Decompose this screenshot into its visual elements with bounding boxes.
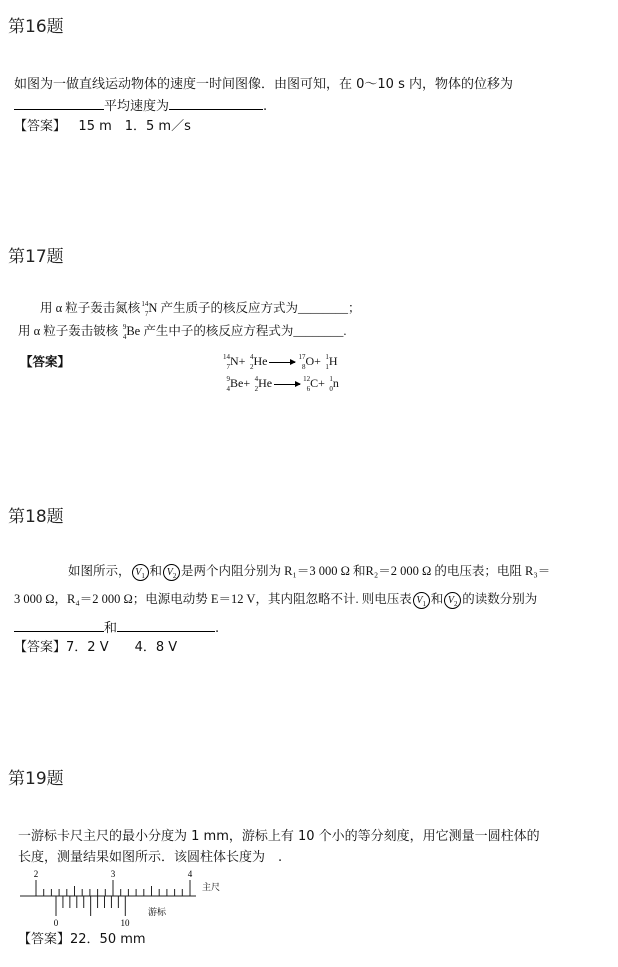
question-19-text-line1: 一游标卡尺主尺的最小分度为 1 mm，游标上有 10 个小的等分刻度，用它测量一圆柱体的	[18, 829, 540, 844]
question-16-title: 第16题	[8, 17, 64, 37]
nuclide: C+	[310, 376, 325, 390]
text-segment: 用 α 粒子轰击氮核	[40, 301, 141, 315]
answer-blank	[14, 618, 104, 632]
atomic-number: 1	[325, 363, 329, 372]
nuclide: n	[332, 376, 339, 390]
atomic-number: 6	[306, 385, 311, 394]
mass-number: 1	[325, 353, 329, 362]
answer-value: 22．50 mm	[70, 932, 146, 947]
reaction-arrow-icon	[274, 384, 300, 385]
text-segment: 的读数分别为	[462, 592, 538, 606]
text-segment: 如图所示，	[68, 564, 131, 578]
voltmeter-v1-icon	[413, 592, 430, 609]
vernier-scale-label-0: 0	[53, 918, 59, 928]
answer-label: 【答案】	[14, 119, 67, 134]
voltmeter-symbol: V	[416, 594, 423, 606]
mass-number: 14	[223, 353, 230, 362]
question-17-title: 第17题	[8, 247, 64, 267]
mass-number: 1	[329, 375, 333, 384]
reaction-arrow-icon	[269, 362, 295, 363]
question-17-answer-label: 【答案】	[20, 355, 71, 369]
text-segment: 和	[149, 564, 163, 578]
question-18-answer	[14, 638, 177, 658]
question-16-text-line2-end: .	[263, 99, 268, 114]
mass-number: 12	[303, 375, 311, 384]
answer-blank	[169, 96, 263, 110]
atomic-number: 7	[144, 310, 149, 319]
answer-label: 【答案】	[14, 640, 67, 655]
voltmeter-v2-icon	[163, 564, 180, 581]
answer-value: 15 m 1．5 m／s	[78, 119, 191, 134]
vernier-scale-label-10: 10	[120, 918, 130, 928]
vernier-caliper-figure	[18, 866, 238, 930]
atomic-number: 2	[249, 363, 254, 372]
question-16-text-line1: 如图为一做直线运动物体的速度一时间图像．由图可知，在 0～10 s 内，物体的位移为	[14, 77, 513, 92]
isotope-label	[118, 323, 126, 341]
nuclide: O+	[305, 354, 321, 368]
question-18-text-line1	[68, 561, 550, 581]
answer-blank	[14, 96, 104, 110]
isotope-label	[140, 300, 148, 318]
answer-value: 7．2 V 4．8 V	[66, 640, 178, 655]
atomic-number: 7	[226, 363, 230, 372]
mass-number: 14	[141, 300, 149, 309]
voltmeter-index: 2	[454, 599, 458, 608]
atomic-number: 4	[122, 333, 127, 342]
main-scale-name: 主尺	[202, 882, 221, 892]
main-scale-label-4: 4	[187, 869, 193, 879]
question-18-text-line2	[14, 589, 537, 609]
question-16-answer	[14, 117, 191, 137]
question-17-text-line1	[40, 298, 360, 318]
text-segment: 和	[104, 621, 118, 636]
question-16-text-line2	[14, 96, 267, 117]
text-segment: 和	[430, 592, 444, 606]
text-segment: N 产生质子的核反应方式为________；	[148, 301, 361, 315]
voltmeter-symbol: V	[135, 566, 142, 578]
main-scale	[20, 869, 220, 896]
main-scale-label-2: 2	[33, 869, 39, 879]
nuclide: H	[328, 354, 338, 368]
question-19-text-line2: 长度，测量结果如图所示．该圆柱体长度为 .	[18, 850, 283, 865]
voltmeter-v2-icon	[444, 592, 461, 609]
mass-number: 17	[298, 353, 306, 362]
question-18-text-line3	[14, 618, 219, 639]
voltmeter-index: 1	[141, 571, 145, 580]
question-16-text-line2-mid: 平均速度为	[104, 99, 170, 114]
nuclide: He	[253, 354, 268, 368]
voltmeter-symbol: V	[447, 594, 455, 606]
mass-number: 9	[122, 323, 127, 332]
atomic-number: 0	[329, 385, 333, 394]
question-19-title: 第19题	[8, 769, 64, 789]
vernier-scale-name: 游标	[148, 907, 167, 917]
text-segment: 是两个内阻分别为 R₁＝3 000 Ω 和R₂＝2 000 Ω 的电压表；电阻 R₃＝	[181, 564, 551, 578]
vernier-scale	[54, 896, 167, 928]
voltmeter-index: 2	[172, 571, 177, 580]
voltmeter-index: 1	[422, 599, 427, 608]
nuclide: N+	[230, 354, 246, 368]
question-18-title: 第18题	[8, 507, 64, 527]
nuclide: He	[258, 376, 273, 390]
answer-label: 【答案】	[18, 932, 71, 947]
vernier-scale-ticks	[56, 896, 125, 916]
mass-number: 9	[226, 375, 230, 384]
nuclear-equation-1	[222, 351, 338, 371]
answer-blank	[117, 618, 215, 632]
text-segment: .	[215, 621, 220, 636]
atomic-number: 4	[226, 385, 230, 394]
question-17-text-line2	[18, 321, 346, 341]
text-segment: 用 α 粒子轰击铍核	[18, 324, 119, 338]
main-scale-label-3: 3	[110, 869, 116, 879]
text-segment: 3 000 Ω，R₄＝2 000 Ω；电源电动势 E＝12 V，其内阻忽略不计. 则电压表	[14, 592, 412, 606]
voltmeter-v1-icon	[132, 564, 149, 581]
nuclear-equation-2	[222, 373, 339, 393]
atomic-number: 2	[254, 385, 259, 394]
nuclide: Be+	[230, 376, 251, 390]
voltmeter-symbol: V	[166, 566, 173, 578]
mass-number: 4	[254, 375, 259, 384]
mass-number: 4	[249, 353, 254, 362]
atomic-number: 8	[301, 363, 306, 372]
text-segment: Be 产生中子的核反应方程式为________.	[126, 324, 347, 338]
main-scale-ticks	[36, 880, 190, 896]
question-19-answer	[18, 930, 146, 950]
